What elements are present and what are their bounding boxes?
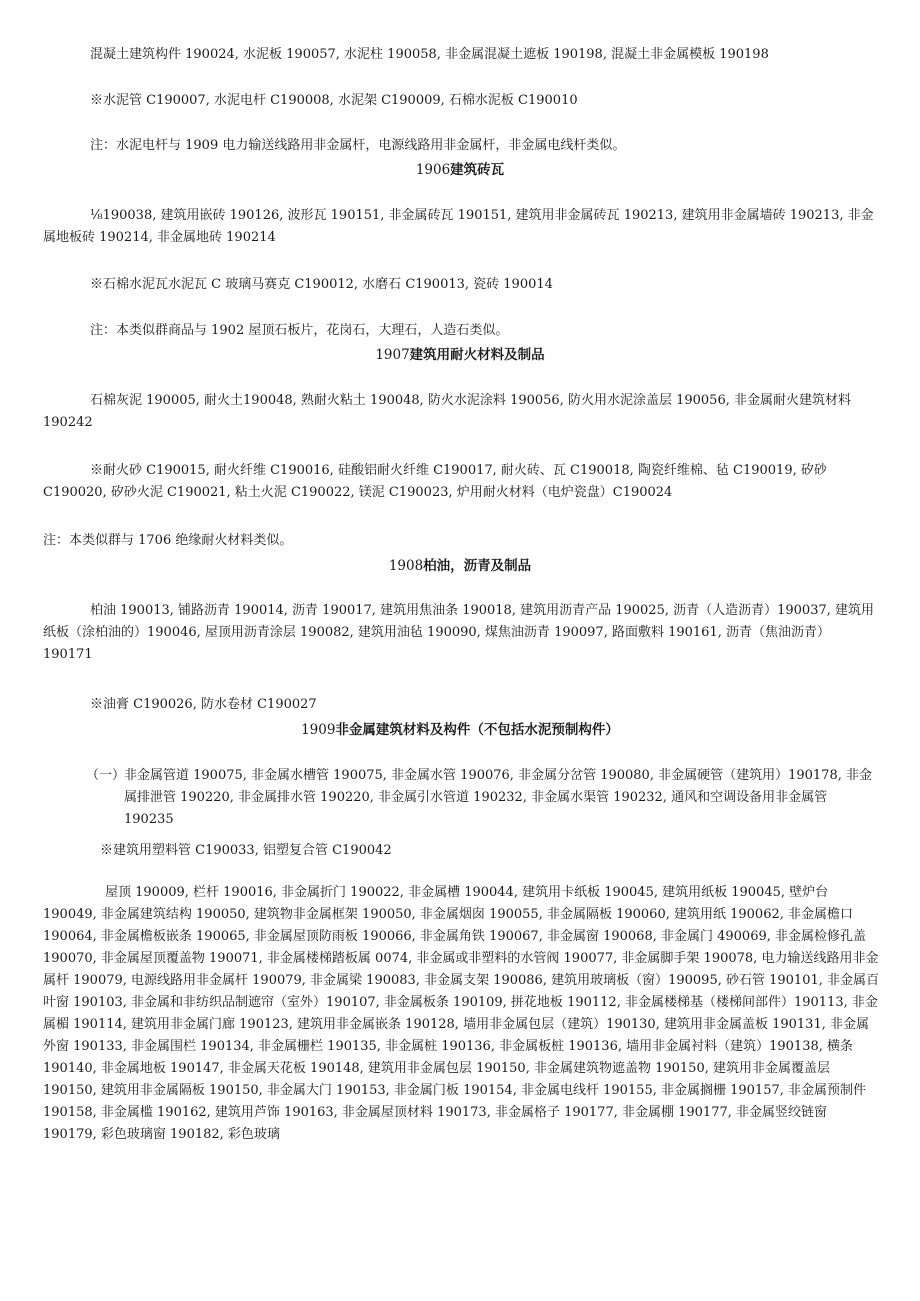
heading-1907	[0, 344, 920, 366]
paragraph-non-metal-pipes: 非金属管道 190075, 非金属水槽管 190075, 非金属水管 190076, 非金属分岔管 190080, 非金属硬管（建筑用）190178, 非金属排泄管 190220, 非金属排水管 190220, 非金属引水管道 190232, 非金属水渠管 190232, 通风和空调设备用非金属管 190235	[124, 768, 872, 827]
heading-title: 建筑砖瓦	[450, 162, 505, 178]
heading-number: 1907	[375, 347, 410, 363]
paragraph-concrete-components: 混凝土建筑构件 190024, 水泥板 190057, 水泥柱 190058, 非金属混凝土遮板 190198, 混凝土非金属模板 190198	[90, 47, 769, 62]
enumeration-label: （一）	[86, 768, 126, 783]
heading-number: 1909	[301, 722, 336, 738]
paragraph-non-metal-building-components: 屋顶 190009, 栏杆 190016, 非金属折门 190022, 非金属槽 190044, 建筑用卡纸板 190045, 建筑用纸板 190045, 壁炉台 190049, 非金属建筑结构 190050, 建筑物非金属框架 190050, 非金属烟囱 190055, 非金属隔板 190060, 建筑用纸 190062, 非金属檐口 190064, 非金属檐板嵌条 190065, 非金属屋顶防雨板 190066, 非金属角铁 190067, 非金属窗 190068, 非金属门 490069, 非金属检修孔盖 190070, 非金属屋顶覆盖物 190071, 非金属楼梯踏板属 0074, 非金属或非塑料的水管阀 190077, 非金属脚手架 190078, 电力输送线路用非金属杆 190079, 电源线路用非金属杆 190079, 非金属梁 190083, 非金属支架 190086, 建筑用玻璃板（窗）190095, 砂石管 190101, 非金属百叶窗 190103, 非金属和非纺织品制遮帘（室外）190107, 非金属板条 190109, 拼花地板 190112, 非金属楼梯基（楼梯间部件）190113, 非金属楣 190114, 建筑用非金属门廊 190123, 建筑用非金属嵌条 190128, 墙用非金属包层（建筑）190130, 建筑用非金属盖板 190131, 非金属外窗 190133, 非金属围栏 190134, 非金属栅栏 190135, 非金属桩 190136, 非金属板桩 190136, 墙用非金属衬料（建筑）190138, 横条 190140, 非金属地板 190147, 非金属天花板 190148, 建筑用非金属包层 190150, 非金属建筑物遮盖物 190150, 建筑用非金属覆盖层 190150, 建筑用非金属隔板 190150, 非金属大门 190153, 非金属门板 190154, 非金属电线杆 190155, 非金属搁栅 190157, 非金属预制件 190158, 非金属槛 190162, 建筑用芦饰 190163, 非金属屋顶材料 190173, 非金属格子 190177, 非金属棚 190177, 非金属竖绞链窗 190179, 彩色玻璃窗 190182, 彩色玻璃	[43, 885, 880, 1142]
paragraph-refractory-items: ※耐火砂 C190015, 耐火纤维 C190016, 硅酸铝耐火纤维 C190017, 耐火砖、瓦 C190018, 陶瓷纤维棉、毡 C190019, 矽砂 C190020, 矽砂火泥 C190021, 粘土火泥 C190022, 镁泥 C190023, 炉用耐火材料（电炉瓷盘）C190024	[43, 463, 827, 500]
heading-1909	[0, 719, 920, 741]
paragraph-tar-asphalt: 柏油 190013, 铺路沥青 190014, 沥青 190017, 建筑用焦油条 190018, 建筑用沥青产品 190025, 沥青（人造沥青）190037, 建筑用纸板（涂柏油的）190046, 屋顶用沥青涂层 190082, 建筑用油毡 190090, 煤焦油沥青 190097, 路面敷料 190161, 沥青（焦油沥青）190171	[43, 603, 875, 662]
paragraph-asbestos-tiles: ※石棉水泥瓦水泥瓦 C 玻璃马赛克 C190012, 水磨石 C190013, 瓷砖 190014	[90, 277, 553, 292]
paragraph-cement-items: ※水泥管 C190007, 水泥电杆 C190008, 水泥架 C190009, 石棉水泥板 C190010	[90, 93, 578, 108]
heading-1906	[0, 159, 920, 181]
note-insulation: 注：本类似群与 1706 绝缘耐火材料类似。	[43, 533, 293, 548]
heading-number: 1906	[415, 162, 451, 178]
paragraph-fireproof-materials: 石棉灰泥 190005, 耐火土190048, 熟耐火粘土 190048, 防火水泥涂料 190056, 防火用水泥涂盖层 190056, 非金属耐火建筑材料 190242	[43, 393, 851, 430]
heading-number: 1908	[388, 558, 424, 574]
note-stone-slabs: 注：本类似群商品与 1902 屋顶石板片，花岗石，大理石，人造石类似。	[90, 323, 509, 338]
heading-title: 建筑用耐火材料及制品	[409, 347, 545, 363]
paragraph-waterproof-items: ※油膏 C190026, 防水卷材 C190027	[90, 697, 317, 712]
paragraph-bricks-tiles: ⅛190038, 建筑用嵌砖 190126, 波形瓦 190151, 非金属砖瓦 190151, 建筑用非金属砖瓦 190213, 建筑用非金属墙砖 190213, 非金属地板砖 190214, 非金属地砖 190214	[43, 208, 874, 245]
note-cement-poles: 注：水泥电杆与 1909 电力输送线路用非金属杆，电源线路用非金属杆，非金属电线杆类似。	[90, 138, 626, 153]
enumerated-item-1	[43, 765, 879, 831]
heading-title: 非金属建筑材料及构件（不包括水泥预制构件）	[335, 722, 619, 738]
paragraph-plastic-pipes: ※建筑用塑料管 C190033, 铝塑复合管 C190042	[100, 843, 392, 858]
heading-1908	[0, 555, 920, 577]
heading-title: 柏油，沥青及制品	[423, 558, 532, 574]
